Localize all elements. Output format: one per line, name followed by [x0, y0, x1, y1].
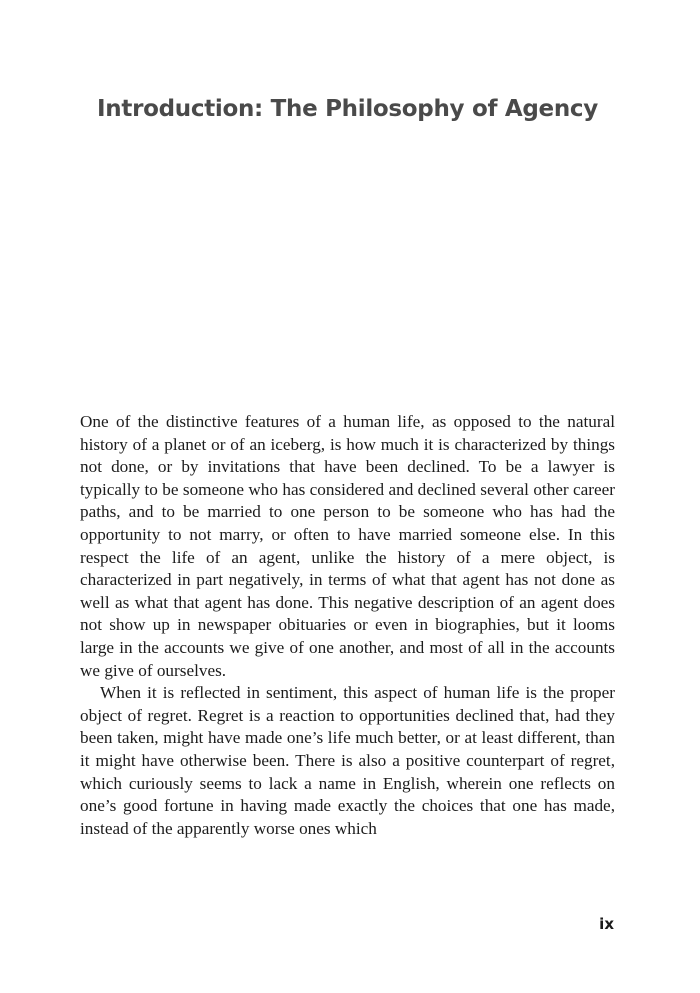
chapter-title: Introduction: The Philosophy of Agency	[97, 96, 598, 122]
body-text	[80, 411, 615, 840]
paragraph-2: When it is reflected in sentiment, this aspect of human life is the proper object of regret. Regret is a reaction to opportunities declined that, had they been taken, might have made one’s life much better, or at least different, than it might have otherwise been. There is also a positive counterpart of regret, which curiously seems to lack a name in English, wherein one reflects on one’s good fortune in having made exactly the choices that one has made, instead of the apparently worse ones which	[80, 683, 615, 838]
page-number: ix	[599, 915, 614, 933]
paragraph-1: One of the distinctive features of a human life, as opposed to the natural history of a planet or of an iceberg, is how much it is characterized by things not done, or by invitations that have been declined. To be a lawyer is typically to be someone who has considered and declined several other career paths, and to be married to one person to be someone who has had the opportunity to not marry, or often to have married someone else. In this respect the life of an agent, unlike the history of a mere object, is characterized in part negatively, in terms of what that agent has not done as well as what that agent has done. This negative description of an agent does not show up in newspaper obituaries or even in biographies, but it looms large in the accounts we give of one another, and most of all in the accounts we give of ourselves.	[80, 412, 615, 680]
